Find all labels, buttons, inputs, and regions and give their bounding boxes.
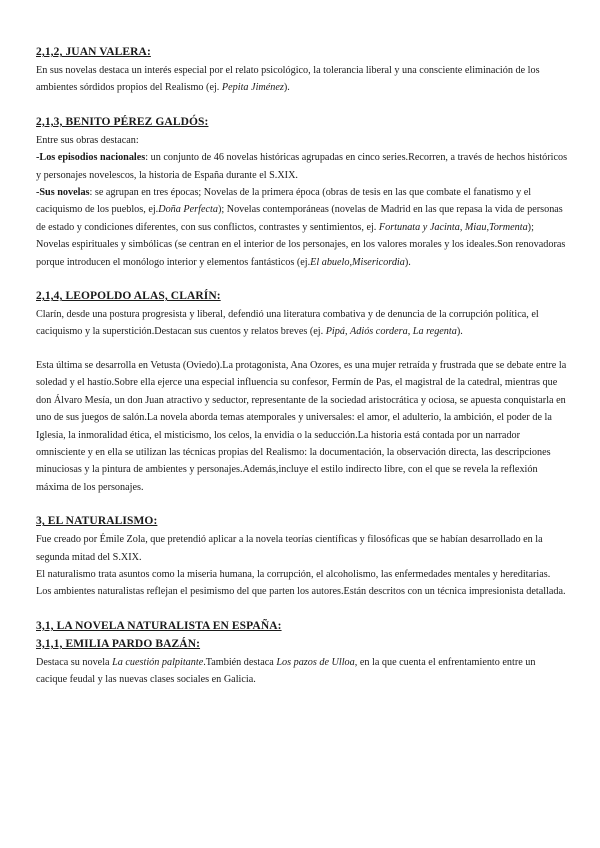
heading-galdos: 2,1,3, BENITO PÉREZ GALDÓS: — [36, 115, 209, 128]
paragraph-pardo-bazan: Destaca su novela La cuestión palpitante.También destaca Los pazos de Ulloa, en la que cuenta el enfrentamiento entre un cacique feudal y las nuevas clases sociales en Galicia. — [36, 656, 536, 686]
section-naturalismo — [36, 513, 568, 601]
heading-clarin: 2,1,4, LEOPOLDO ALAS, CLARÍN: — [36, 290, 221, 303]
heading-pardo-bazan: 3,1,1, EMILIA PARDO BAZÁN: — [36, 637, 201, 650]
section-juan-valera — [36, 44, 568, 97]
paragraph-juan-valera: En sus novelas destaca un interés especial por el relato psicológico, la tolerancia liberal y una consciente eliminación de los ambientes sórdidos propios del Realismo (ej. Pepita Jiménez). — [36, 65, 540, 94]
paragraph-novelas: -Sus novelas: se agrupan en tres épocas; Novelas de la primera época (obras de tesis en las que combate el fanatismo y el caciquismo de los pueblos, ej.Doña Perfecta); Novelas contemporáneas (novelas de Madrid en las que repasa la vida de personas de estado y condiciones diferentes, con sus conflictos, contrastes y sentimientos, ej. Fortunata y Jacinta, Miau,Tormenta); Novelas espirituales y simbólicas (se centran en el interior de los personajes, en los valores morales y los ideales.Son renovadoras porque introducen el monólogo interior y elementos fantásticos (ej.El abuelo,Misericordia). — [36, 187, 566, 268]
paragraph-galdos-intro: Entre sus obras destacan: — [36, 134, 139, 146]
heading-novela-naturalista: 3,1, LA NOVELA NATURALISTA EN ESPAÑA: — [36, 619, 282, 632]
paragraph-naturalismo-3: Los ambientes naturalistas reflejan el pesimismo del que parten los autores.Están descritos con un técnica impresionista detallada. — [36, 586, 566, 598]
heading-juan-valera: 2,1,2, JUAN VALERA: — [36, 46, 151, 58]
section-galdos — [36, 114, 568, 271]
document-page — [36, 44, 568, 689]
section-pardo-bazan — [36, 618, 568, 689]
paragraph-naturalismo-2: El naturalismo trata asuntos como la miseria humana, la corrupción, el alcoholismo, las enfermedades mentales y hereditarias. — [36, 568, 551, 580]
section-clarin — [36, 288, 568, 496]
paragraph-la-regenta: Esta última se desarrolla en Vetusta (Oviedo).La protagonista, Ana Ozores, es una mujer retraída y frustrada que se debate entre la soledad y el hastío.Sobre ella ejerce una especial influencia su confesor, Fermín de Pas, el magistral de la catedral, mientras que don Álvaro Mesía, un don Juan atractivo y seductor, representante de la sociedad aristocrática y ociosa, se apuesta conquistarla en uno de sus juegos de salón.La novela aborda temas atemporales y universales: el amor, el adulterio, la ambición, el poder de la Iglesia, la inmoralidad ética, el misticismo, los celos, la envidia o la seducción.La historia está contada por un narrador omnisciente y en ella se utilizan las técnicas propias del Realismo: la documentación, la observación directa, las descripciones minuciosas y la pintura de ambientes y personajes.Además,incluye el estilo indirecto libre, con el que se revela la reflexión máxima de los personajes. — [36, 359, 567, 493]
paragraph-episodios: -Los episodios nacionales: un conjunto de 46 novelas históricas agrupadas en cinco series.Recorren, a través de hechos históricos y personajes novelescos, la historia de España durante el S.XIX. — [36, 152, 568, 181]
heading-naturalismo: 3, EL NATURALISMO: — [36, 515, 158, 528]
paragraph-naturalismo-1: Fue creado por Émile Zola, que pretendió aplicar a la novela teorías científicas y filosóficas que se habían desarrollado en la segunda mitad del S.XIX. — [36, 534, 543, 563]
paragraph-clarin-intro: Clarín, desde una postura progresista y liberal, defendió una literatura combativa y de denuncia de la corrupción política, el caciquismo y la superstición.Destacan sus cuentos y relatos breves (ej. Pipá, Adiós cordera, La regenta). — [36, 309, 539, 338]
